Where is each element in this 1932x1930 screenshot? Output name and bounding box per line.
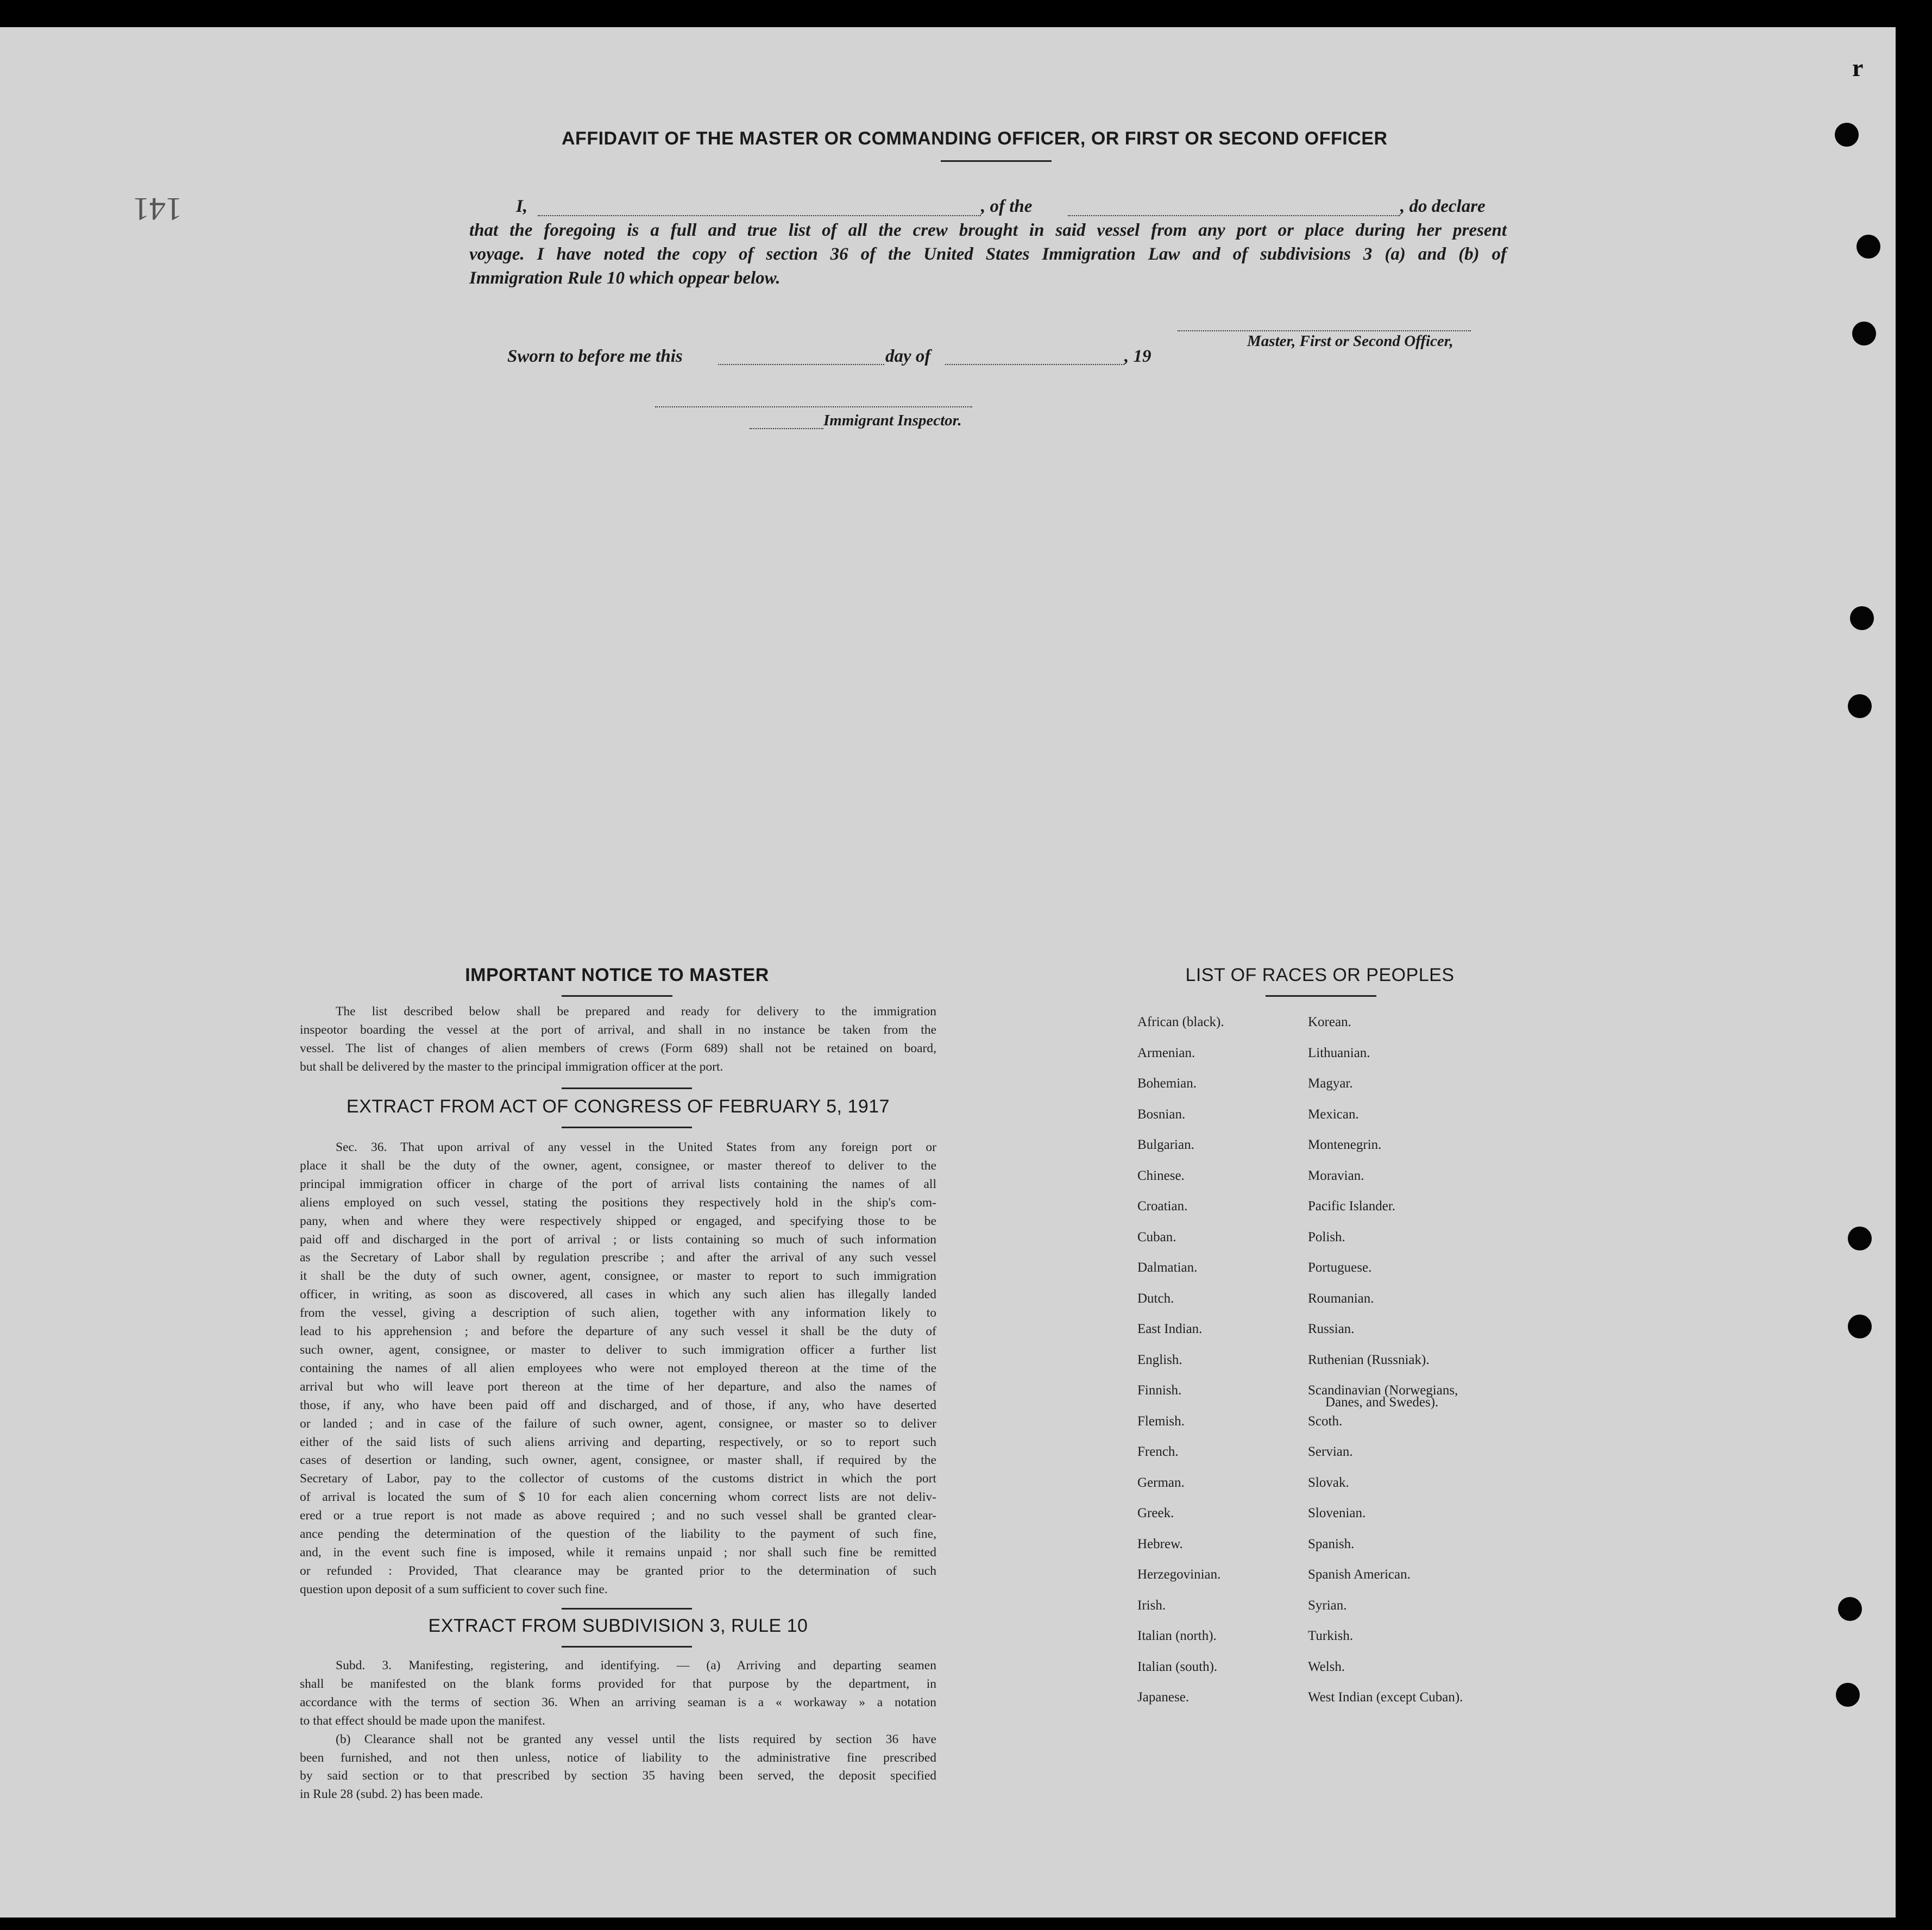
affidavit-title-rule: [941, 160, 1052, 162]
rule-title-rule: [562, 1646, 692, 1648]
rule-title: EXTRACT FROM SUBDIVISION 3, RULE 10: [428, 1615, 808, 1636]
act-line: cases of desertion or landing, such owner, agent, consignee, or master shall, if required by the: [300, 1453, 936, 1468]
rule-line: been furnished, and not then unless, notice of liability to the administrative fine prescribed: [300, 1750, 936, 1765]
race-item: Mexican.: [1308, 1107, 1359, 1122]
notice-title-rule: [562, 995, 672, 997]
binder-hole: [1836, 1683, 1860, 1707]
race-item: Japanese.: [1137, 1690, 1190, 1705]
race-item: Pacific Islander.: [1308, 1199, 1396, 1214]
act-line: Sec. 36. That upon arrival of any vessel in the United States from any foreign port or: [336, 1140, 936, 1154]
act-line: principal immigration officer in charge of the port of arrival lists containing the names of all: [300, 1177, 936, 1191]
race-item: Chinese.: [1137, 1168, 1185, 1183]
act-line: and, in the event such fine is imposed, while it remains unpaid ; nor shall such fine be remitted: [300, 1545, 936, 1560]
race-item: Italian (south).: [1137, 1659, 1218, 1674]
binder-hole: [1852, 322, 1876, 345]
sworn-month-field[interactable]: [945, 364, 1124, 365]
race-item: Roumanian.: [1308, 1291, 1374, 1306]
act-line: Secretary of Labor, pay to the collector of customs of the customs district in which the port: [300, 1472, 936, 1486]
vessel-field[interactable]: [1068, 215, 1400, 216]
race-item: Hebrew.: [1137, 1536, 1183, 1551]
affidavit-line-2: that the foregoing is a full and true list of all the crew brought in said vessel from any port or place during her present: [469, 221, 1507, 240]
act-line: containing the names of all alien employees who were not employed thereon at the time of the: [300, 1361, 936, 1375]
race-item: Irish.: [1137, 1598, 1166, 1613]
act-line: of arrival is located the sum of $ 10 for each alien concerning whom correct lists are not deliv-: [300, 1490, 936, 1505]
affidavit-i-label: I,: [516, 197, 528, 216]
affidavit-of-the-label: , of the: [981, 197, 1033, 216]
act-line: from the vessel, giving a description of such alien, together with any information likely to: [300, 1306, 936, 1321]
form-sheet: [0, 27, 1896, 1918]
binder-hole: [1848, 1315, 1872, 1338]
rule-top-rule: [562, 1608, 692, 1610]
act-text: [300, 1139, 936, 1599]
race-item: Ruthenian (Russniak).: [1308, 1352, 1430, 1367]
race-item: Montenegrin.: [1308, 1137, 1382, 1152]
notice-text: [300, 1003, 936, 1077]
races-left-column: [1137, 1007, 1224, 1713]
race-item: Spanish American.: [1308, 1567, 1411, 1582]
race-item: Dutch.: [1137, 1291, 1174, 1306]
act-line: place it shall be the duty of the owner, agent, consignee, or master thereof to deliver to the: [300, 1158, 936, 1173]
race-item: African (black).: [1137, 1015, 1224, 1029]
race-item: Italian (north).: [1137, 1629, 1217, 1643]
binder-hole: [1857, 235, 1880, 259]
race-item: Scoth.: [1308, 1413, 1343, 1429]
rule-line: shall be manifested on the blank forms provided for that purpose by the department, in: [300, 1676, 936, 1691]
race-item: Syrian.: [1308, 1598, 1347, 1613]
race-item: Bulgarian.: [1137, 1137, 1194, 1152]
races-title: LIST OF RACES OR PEOPLES: [1185, 965, 1455, 985]
rule-line: in Rule 28 (subd. 2) has been made.: [300, 1787, 483, 1802]
race-item: Scandinavian (Norwegians,: [1308, 1383, 1458, 1398]
act-line: pany, when and where they were respectively shipped or engaged, and specifying those to be: [300, 1214, 936, 1228]
affidavit-title: AFFIDAVIT OF THE MASTER OR COMMANDING OFFICER, OR FIRST OR SECOND OFFICER: [562, 128, 1388, 149]
binder-hole: [1838, 1597, 1862, 1621]
binder-hole: [1848, 694, 1872, 718]
race-item: English.: [1137, 1352, 1182, 1367]
corner-mark: r: [1852, 54, 1864, 81]
act-line: such owner, agent, consignee, or master to deliver to such immigration officer a further list: [300, 1342, 936, 1357]
race-item: Magyar.: [1308, 1076, 1353, 1091]
act-line: ance pending the determination of the question of the liability to the payment of such fine,: [300, 1527, 936, 1542]
race-item-continuation: Danes, and Swedes).: [1325, 1395, 1439, 1410]
act-line: it shall be the duty of such owner, agent, consignee, or master to report to such immigration: [300, 1269, 936, 1284]
year-label: , 19: [1124, 347, 1151, 366]
affidavit-line-4: Immigration Rule 10 which oppear below.: [469, 268, 781, 288]
affidavit-declare-label: , do declare: [1400, 197, 1486, 216]
race-item: Korean.: [1308, 1015, 1351, 1029]
rule-text: [300, 1657, 936, 1804]
notice-line: inspeotor boarding the vessel at the port of arrival, and shall in no instance be taken from the: [300, 1022, 936, 1037]
race-item: Flemish.: [1137, 1413, 1185, 1429]
races-title-rule: [1266, 995, 1376, 997]
race-item: Bosnian.: [1137, 1107, 1186, 1122]
race-item: Herzegovinian.: [1137, 1567, 1221, 1582]
binder-hole: [1850, 606, 1874, 630]
name-field[interactable]: [538, 215, 981, 216]
inspector-signature-dots: [750, 428, 823, 429]
binder-hole: [1848, 1227, 1872, 1250]
act-line: as the Secretary of Labor shall by regulation prescribe ; and after the arrival of any such vessel: [300, 1250, 936, 1265]
race-item: Finnish.: [1137, 1383, 1182, 1398]
inspector-signature-line[interactable]: [655, 406, 972, 407]
race-item: Turkish.: [1308, 1629, 1354, 1643]
act-line: paid off and discharged in the port of arrival ; or lists containing so much of such information: [300, 1232, 936, 1247]
race-item: East Indian.: [1137, 1322, 1203, 1336]
act-line: or refunded : Provided, That clearance may be granted prior to the determination of such: [300, 1563, 936, 1578]
rule-line: Subd. 3. Manifesting, registering, and identifying. — (a) Arriving and departing seamen: [336, 1658, 936, 1673]
race-item: Dalmatian.: [1137, 1260, 1198, 1275]
notice-line: The list described below shall be prepared and ready for delivery to the immigration: [336, 1004, 936, 1019]
race-item: German.: [1137, 1475, 1185, 1490]
act-title-rule: [562, 1127, 692, 1128]
race-item: Greek.: [1137, 1506, 1174, 1520]
act-line: or landed ; and in case of the failure of such owner, agent, consignee, or master so to deliver: [300, 1416, 936, 1431]
margin-number: 141: [133, 191, 182, 227]
act-line: either of the said lists of such aliens arriving and departing, respectively, or so to report such: [300, 1435, 936, 1449]
notice-line: vessel. The list of changes of alien members of crews (Form 689) shall not be retained on board,: [300, 1041, 936, 1055]
act-line: ered or a true report is not made as above required ; and no such vessel shall be granted clear-: [300, 1508, 936, 1523]
race-item: Russian.: [1308, 1322, 1355, 1336]
act-line: arrival but who will leave port thereon at the time of her departure, and also the names of: [300, 1379, 936, 1394]
act-top-rule: [562, 1087, 692, 1089]
act-line: officer, in writing, as soon as discovered, all cases in which any such alien has illegally landed: [300, 1287, 936, 1302]
notice-title: IMPORTANT NOTICE TO MASTER: [465, 965, 769, 985]
act-line: question upon deposit of a sum sufficient to cover such fine.: [300, 1582, 608, 1596]
race-item: Croatian.: [1137, 1199, 1188, 1214]
rule-line: to that effect should be made upon the manifest.: [300, 1713, 545, 1728]
rule-line: (b) Clearance shall not be granted any vessel until the lists required by section 36 have: [336, 1732, 936, 1746]
inspector-label: Immigrant Inspector.: [823, 412, 962, 429]
race-item: Slovak.: [1308, 1475, 1349, 1490]
act-line: those, if any, who have been paid off and discharged, and of those, if any, who have deserted: [300, 1398, 936, 1412]
race-item: Servian.: [1308, 1444, 1353, 1459]
sworn-day-field[interactable]: [718, 364, 884, 365]
act-title: EXTRACT FROM ACT OF CONGRESS OF FEBRUARY 5, 1917: [346, 1096, 890, 1117]
race-item: Slovenian.: [1308, 1506, 1366, 1520]
rule-line: by said section or to that prescribed by section 35 having been served, the deposit specified: [300, 1769, 936, 1783]
race-item: Armenian.: [1137, 1045, 1195, 1060]
race-item: Lithuanian.: [1308, 1045, 1370, 1060]
race-item: Moravian.: [1308, 1168, 1364, 1183]
notice-line: but shall be delivered by the master to the principal immigration officer at the port.: [300, 1059, 723, 1074]
race-item: Portuguese.: [1308, 1260, 1372, 1275]
binder-hole: [1835, 123, 1859, 147]
race-item: Bohemian.: [1137, 1076, 1197, 1091]
race-item: Polish.: [1308, 1229, 1345, 1244]
master-signature-line[interactable]: [1178, 330, 1471, 331]
race-item: Cuban.: [1137, 1229, 1176, 1244]
race-item: Spanish.: [1308, 1536, 1355, 1551]
master-signature-label: Master, First or Second Officer,: [1247, 332, 1453, 350]
act-line: aliens employed on such vessel, stating the positions they respectively hold in the ship's com-: [300, 1195, 936, 1210]
sworn-label: Sworn to before me this: [507, 347, 683, 366]
day-of-label: day of: [885, 347, 931, 366]
races-right-column: [1308, 1007, 1463, 1713]
race-item: West Indian (except Cuban).: [1308, 1690, 1463, 1705]
affidavit-line-3: voyage. I have noted the copy of section 36 of the United States Immigration Law and of subdivisions 3 (a) and (b) of: [469, 244, 1507, 264]
race-item: Welsh.: [1308, 1659, 1345, 1674]
act-line: lead to his apprehension ; and before the departure of any such vessel it shall be the duty of: [300, 1324, 936, 1339]
race-item: French.: [1137, 1444, 1179, 1459]
rule-line: accordance with the terms of section 36. When an arriving seaman is a « workaway » a notation: [300, 1695, 936, 1709]
